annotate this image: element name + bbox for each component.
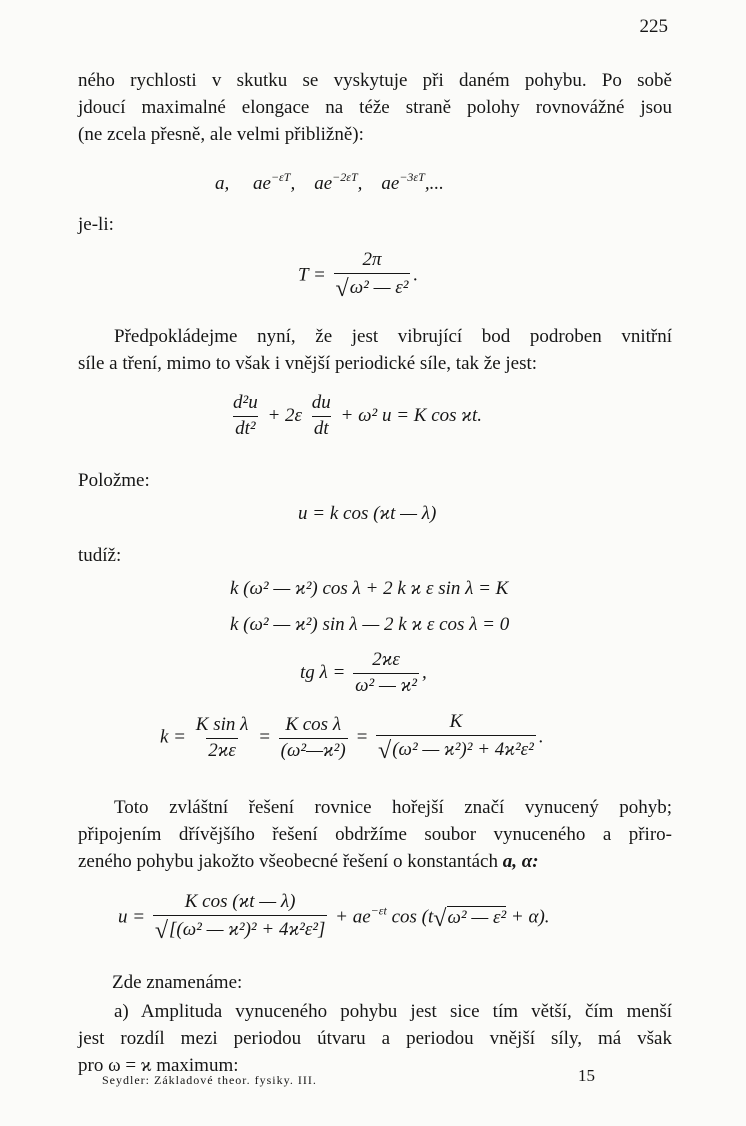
- fraction: [153, 892, 328, 944]
- equation-tangent: [300, 650, 427, 697]
- footer-signature: Seydler: Základové theor. fysiky. III.: [102, 1073, 317, 1087]
- denominator: [376, 735, 536, 764]
- paragraph-general-solution: [78, 794, 672, 875]
- denominator: [153, 915, 328, 944]
- fraction: [376, 712, 536, 764]
- text-line: ného rychlosti v skutku se vyskytuje při daném pohybu. Po sobě: [78, 70, 672, 91]
- signature-number: 15: [578, 1066, 595, 1085]
- radicand: ω² — ε²: [349, 276, 409, 298]
- lhs: tg λ =: [300, 661, 346, 683]
- equals: =: [355, 726, 369, 748]
- text-line: Předpokládejme nyní, že jest vibrující bod podroben vnitřní: [114, 326, 672, 347]
- equation-differential: [228, 393, 482, 440]
- equals: =: [258, 726, 271, 748]
- text-line: Toto zvláštní řešení rovnice hořejší značí vynucený pohyb;: [114, 797, 672, 818]
- comma: ,: [421, 661, 427, 683]
- sqrt-symbol: √: [154, 917, 168, 944]
- text-line: a) Amplituda vynuceného pohybu jest sice tím větší, čím menší: [114, 1001, 672, 1022]
- equation-amplitude: [160, 712, 544, 764]
- term: + 2ε: [267, 404, 303, 426]
- label-tudiz: tudíž:: [78, 545, 122, 566]
- numerator: K sin λ: [195, 713, 249, 735]
- lhs: T =: [298, 264, 326, 286]
- text-line: síle a tření, mimo to však i vnější periodické síle, tak že jest:: [78, 353, 538, 374]
- sqrt-symbol: √: [433, 905, 447, 932]
- label-polozme: Položme:: [78, 470, 150, 491]
- exponent: −εT: [270, 170, 291, 184]
- text-line: (ne zcela přesně, ale velmi přibližně):: [78, 124, 364, 145]
- denominator: [334, 273, 411, 302]
- fraction: [279, 715, 348, 762]
- elongation-sequence: a, $ae^{-\varepsilon T}$, $ae^{-2\varepsilon T}$, $ae^{-3\varepsilon T}$,...: [215, 170, 444, 194]
- term: a,: [215, 173, 230, 194]
- numerator: K: [449, 711, 463, 732]
- numerator: 2ϰε: [372, 649, 400, 670]
- period-end: .: [538, 726, 544, 748]
- constants: a, α:: [502, 851, 539, 872]
- fraction: [353, 650, 419, 697]
- text-line: jest rozdíl mezi periodou útvaru a periodou vnější síly, má však: [78, 1028, 672, 1049]
- text-line: jdoucí maximalné elongace na téže straně polohy rovnovážné jsou: [78, 97, 672, 118]
- sqrt-symbol: √: [378, 737, 392, 764]
- lhs: k =: [160, 726, 187, 748]
- sqrt-symbol: √: [335, 275, 349, 302]
- term: cos (t: [391, 906, 434, 928]
- text-line: [78, 848, 672, 875]
- term: ae: [381, 173, 400, 194]
- exponent: −εt: [370, 903, 387, 918]
- lhs: u =: [118, 906, 146, 928]
- equation-k2: k (ω² — ϰ²) sin λ — 2 k ϰ ε cos λ = 0: [230, 614, 510, 635]
- paragraph-forced: [78, 323, 672, 377]
- exponent: −2εT: [332, 170, 358, 184]
- term: + ae: [335, 906, 371, 928]
- term: ae: [253, 173, 271, 194]
- denominator: dt: [313, 417, 329, 439]
- text-line: připojením dřívějšího řešení obdržíme soubor vynuceného a přiro-: [78, 824, 672, 845]
- fraction: [334, 250, 411, 302]
- denominator: (ω²—ϰ²): [280, 739, 346, 761]
- numerator: 2π: [362, 249, 382, 270]
- numerator: d²u: [233, 392, 258, 413]
- rhs: + ω² u = K cos ϰt.: [340, 404, 482, 426]
- denominator: 2ϰε: [208, 739, 236, 761]
- paragraph-intro: [78, 67, 672, 148]
- radicand: (ω² — ϰ²)² + 4ϰ²ε²: [392, 738, 534, 760]
- radicand: ω² — ε²: [447, 906, 507, 928]
- equation-period: [298, 250, 418, 302]
- numerator: K cos (ϰt — λ): [184, 891, 296, 912]
- text-line: pro ω = ϰ maximum:: [78, 1055, 239, 1076]
- exponent: −3εT: [399, 170, 425, 184]
- equation-k1: k (ω² — ϰ²) cos λ + 2 k ϰ ε sin λ = K: [230, 578, 509, 599]
- numerator: du: [311, 392, 331, 413]
- numerator: K cos λ: [285, 713, 342, 735]
- fraction: [310, 393, 333, 440]
- equation-general: [118, 892, 550, 944]
- text-line-content: zeného pohybu jakožto všeobecné řešení o konstantách: [78, 851, 498, 872]
- ellipsis: ,...: [424, 173, 444, 194]
- period-end: .: [413, 264, 419, 286]
- equation-ansatz: u = k cos (ϰt — λ): [298, 503, 437, 524]
- term: + α).: [510, 906, 550, 928]
- label-zde: Zde znamenáme:: [112, 972, 243, 993]
- denominator: dt²: [235, 417, 256, 439]
- denominator: ω² — ϰ²: [355, 674, 417, 696]
- term: ae: [314, 173, 333, 194]
- radicand: [(ω² — ϰ²)² + 4ϰ²ε²]: [169, 918, 326, 940]
- label-jeli: je-li:: [78, 214, 114, 235]
- page-number: 225: [639, 16, 668, 37]
- fraction: [231, 393, 260, 440]
- fraction: [194, 715, 251, 762]
